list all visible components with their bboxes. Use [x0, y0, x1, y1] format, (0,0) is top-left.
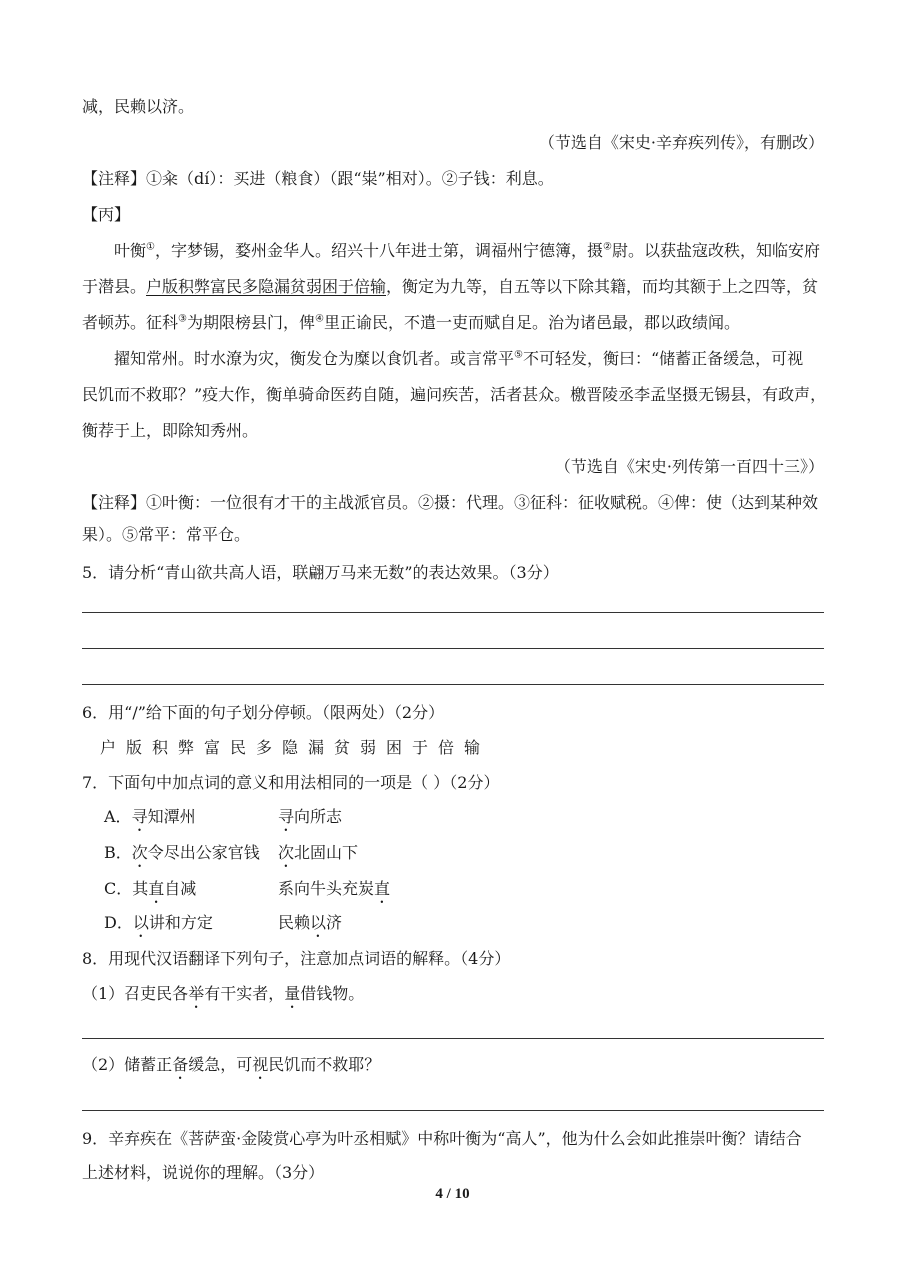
section-c-title: 【丙】	[82, 205, 131, 224]
text: 民赖	[278, 913, 311, 932]
text: 擢知常州。时水潦为灾，衡发仓为糜以食饥者。或言常平	[114, 349, 515, 368]
passage-c-p2-line3: 衡荐于上，即除知秀州。	[82, 421, 259, 440]
answer-line[interactable]	[82, 612, 824, 613]
text: 叶衡	[114, 241, 147, 260]
question-9-line2: 上述材料，说说你的理解。（3分）	[82, 1163, 325, 1182]
text: 知潭州	[147, 807, 196, 826]
text: 于潜县。	[82, 277, 147, 296]
dotted-word: 举	[188, 984, 205, 1003]
dotted-word: 以	[132, 913, 149, 932]
answer-line[interactable]	[82, 684, 824, 685]
dotted-word: 次	[131, 843, 148, 862]
footnote-mark: ③	[178, 313, 187, 325]
dotted-word: 以	[310, 913, 327, 932]
text: 者顿苏。征科	[82, 313, 179, 332]
q7-option-c-compare	[278, 878, 390, 907]
note-a: 【注释】①籴（dí）：买进（粮食）（跟“粜”相对）。②子钱：利息。	[82, 169, 554, 188]
q7-option-b[interactable]	[104, 842, 260, 871]
dotted-word: 寻	[131, 807, 148, 826]
footnote-mark: ①	[146, 241, 155, 253]
underlined-sentence: 户版积弊富民多隐漏贫弱困于倍输	[146, 277, 387, 296]
answer-line[interactable]	[82, 648, 824, 649]
text: 向所志	[294, 807, 343, 826]
text: 有干实者，	[204, 984, 285, 1003]
option-label: D．	[104, 913, 133, 932]
passage-c-p1-line3	[82, 312, 740, 334]
footnote-mark: ④	[315, 313, 324, 325]
text: 讲和方定	[148, 913, 213, 932]
text: 系向牛头充炭	[278, 879, 375, 898]
question-8-2	[82, 1054, 380, 1083]
dotted-word: 次	[278, 843, 295, 862]
dotted-word: 直	[148, 879, 165, 898]
question-5: 5．请分析“青山欲共高人语，联翩万马来无数”的表达效果。（3分）	[82, 563, 559, 582]
page-number: 4 / 10	[435, 1186, 470, 1202]
q7-option-c[interactable]	[104, 878, 196, 907]
passage-a-end: 减，民赖以济。	[82, 97, 195, 116]
answer-line[interactable]	[82, 1038, 824, 1039]
passage-c-p1-line1	[114, 240, 820, 262]
q7-option-b-compare	[278, 842, 358, 871]
source-c: （节选自《宋史·列传第一百四十三》）	[554, 457, 824, 476]
option-label: C．	[104, 879, 133, 898]
q7-option-a-compare	[278, 806, 342, 835]
option-label: B．	[104, 843, 132, 862]
question-8: 8．用现代汉语翻译下列句子，注意加点词语的解释。（4分）	[82, 949, 511, 968]
question-6-sentence: 户版积弊富民多隐漏贫弱困于倍输	[100, 738, 491, 757]
text: 借钱物。	[300, 984, 365, 1003]
dotted-word: 备	[172, 1055, 189, 1074]
text: （1）召吏民各	[82, 984, 189, 1003]
option-label: A．	[104, 807, 132, 826]
text: 不可轻发，衡曰：“储蓄正备缓急，可视	[522, 349, 804, 368]
text: 为期限榜县门，俾	[186, 313, 315, 332]
text: ，衡定为九等，自五等以下除其籍，而均其额于上之四等，贫	[386, 277, 819, 296]
footnote-mark: ⑤	[514, 349, 523, 361]
footnote-mark: ②	[603, 241, 612, 253]
text: 里正谕民，不遣一吏而赋自足。治为诸邑最，郡以政绩闻。	[323, 313, 740, 332]
text: 北固山下	[294, 843, 359, 862]
text: 尉。以获盐寇改秩，知临安府	[611, 241, 820, 260]
text: 其	[132, 879, 149, 898]
text: 民饥而不救耶？	[268, 1055, 381, 1074]
dotted-word: 量	[284, 984, 301, 1003]
text: 自减	[164, 879, 197, 898]
dotted-word: 直	[374, 879, 391, 898]
passage-c-p1-line2	[82, 276, 818, 298]
question-6: 6．用“/”给下面的句子划分停顿。（限两处）（2分）	[82, 703, 445, 722]
question-7: 7．下面句中加点词的意义和用法相同的一项是（ ）（2分）	[82, 773, 500, 792]
question-8-1	[82, 983, 364, 1012]
note-c-line2: 果）。⑤常平：常平仓。	[82, 525, 251, 544]
answer-line[interactable]	[82, 1110, 824, 1111]
q7-option-d[interactable]	[104, 912, 213, 941]
text: 缓急，可	[188, 1055, 253, 1074]
text: （2）储蓄正	[82, 1055, 173, 1074]
note-c-line1: 【注释】①叶衡：一位很有才干的主战派官员。②摄：代理。③征科：征收赋税。④俾：使（达到某种效	[82, 493, 819, 512]
text: ，字梦锡，婺州金华人。绍兴十八年进士第，调福州宁德簿，摄	[154, 241, 603, 260]
q7-option-d-compare	[278, 912, 342, 941]
source-a: （节选自《宋史·辛弃疾列传》，有删改）	[538, 133, 824, 152]
text: 令尽出公家官钱	[147, 843, 260, 862]
q7-option-a[interactable]	[104, 806, 196, 835]
text: 济	[326, 913, 343, 932]
dotted-word: 寻	[278, 807, 295, 826]
passage-c-p2-line2: 民饥而不救耶？”疫大作，衡单骑命医药自随，遍问疾苦，活者甚众。檄晋陵丞李孟坚摄无锡县，有政声，	[82, 385, 827, 404]
passage-c-p2-line1	[114, 348, 803, 370]
question-9-line1: 9．辛弃疾在《菩萨蛮·金陵赏心亭为叶丞相赋》中称叶衡为“高人”，他为什么会如此推崇叶衡？请结合	[82, 1129, 802, 1148]
dotted-word: 视	[252, 1055, 269, 1074]
